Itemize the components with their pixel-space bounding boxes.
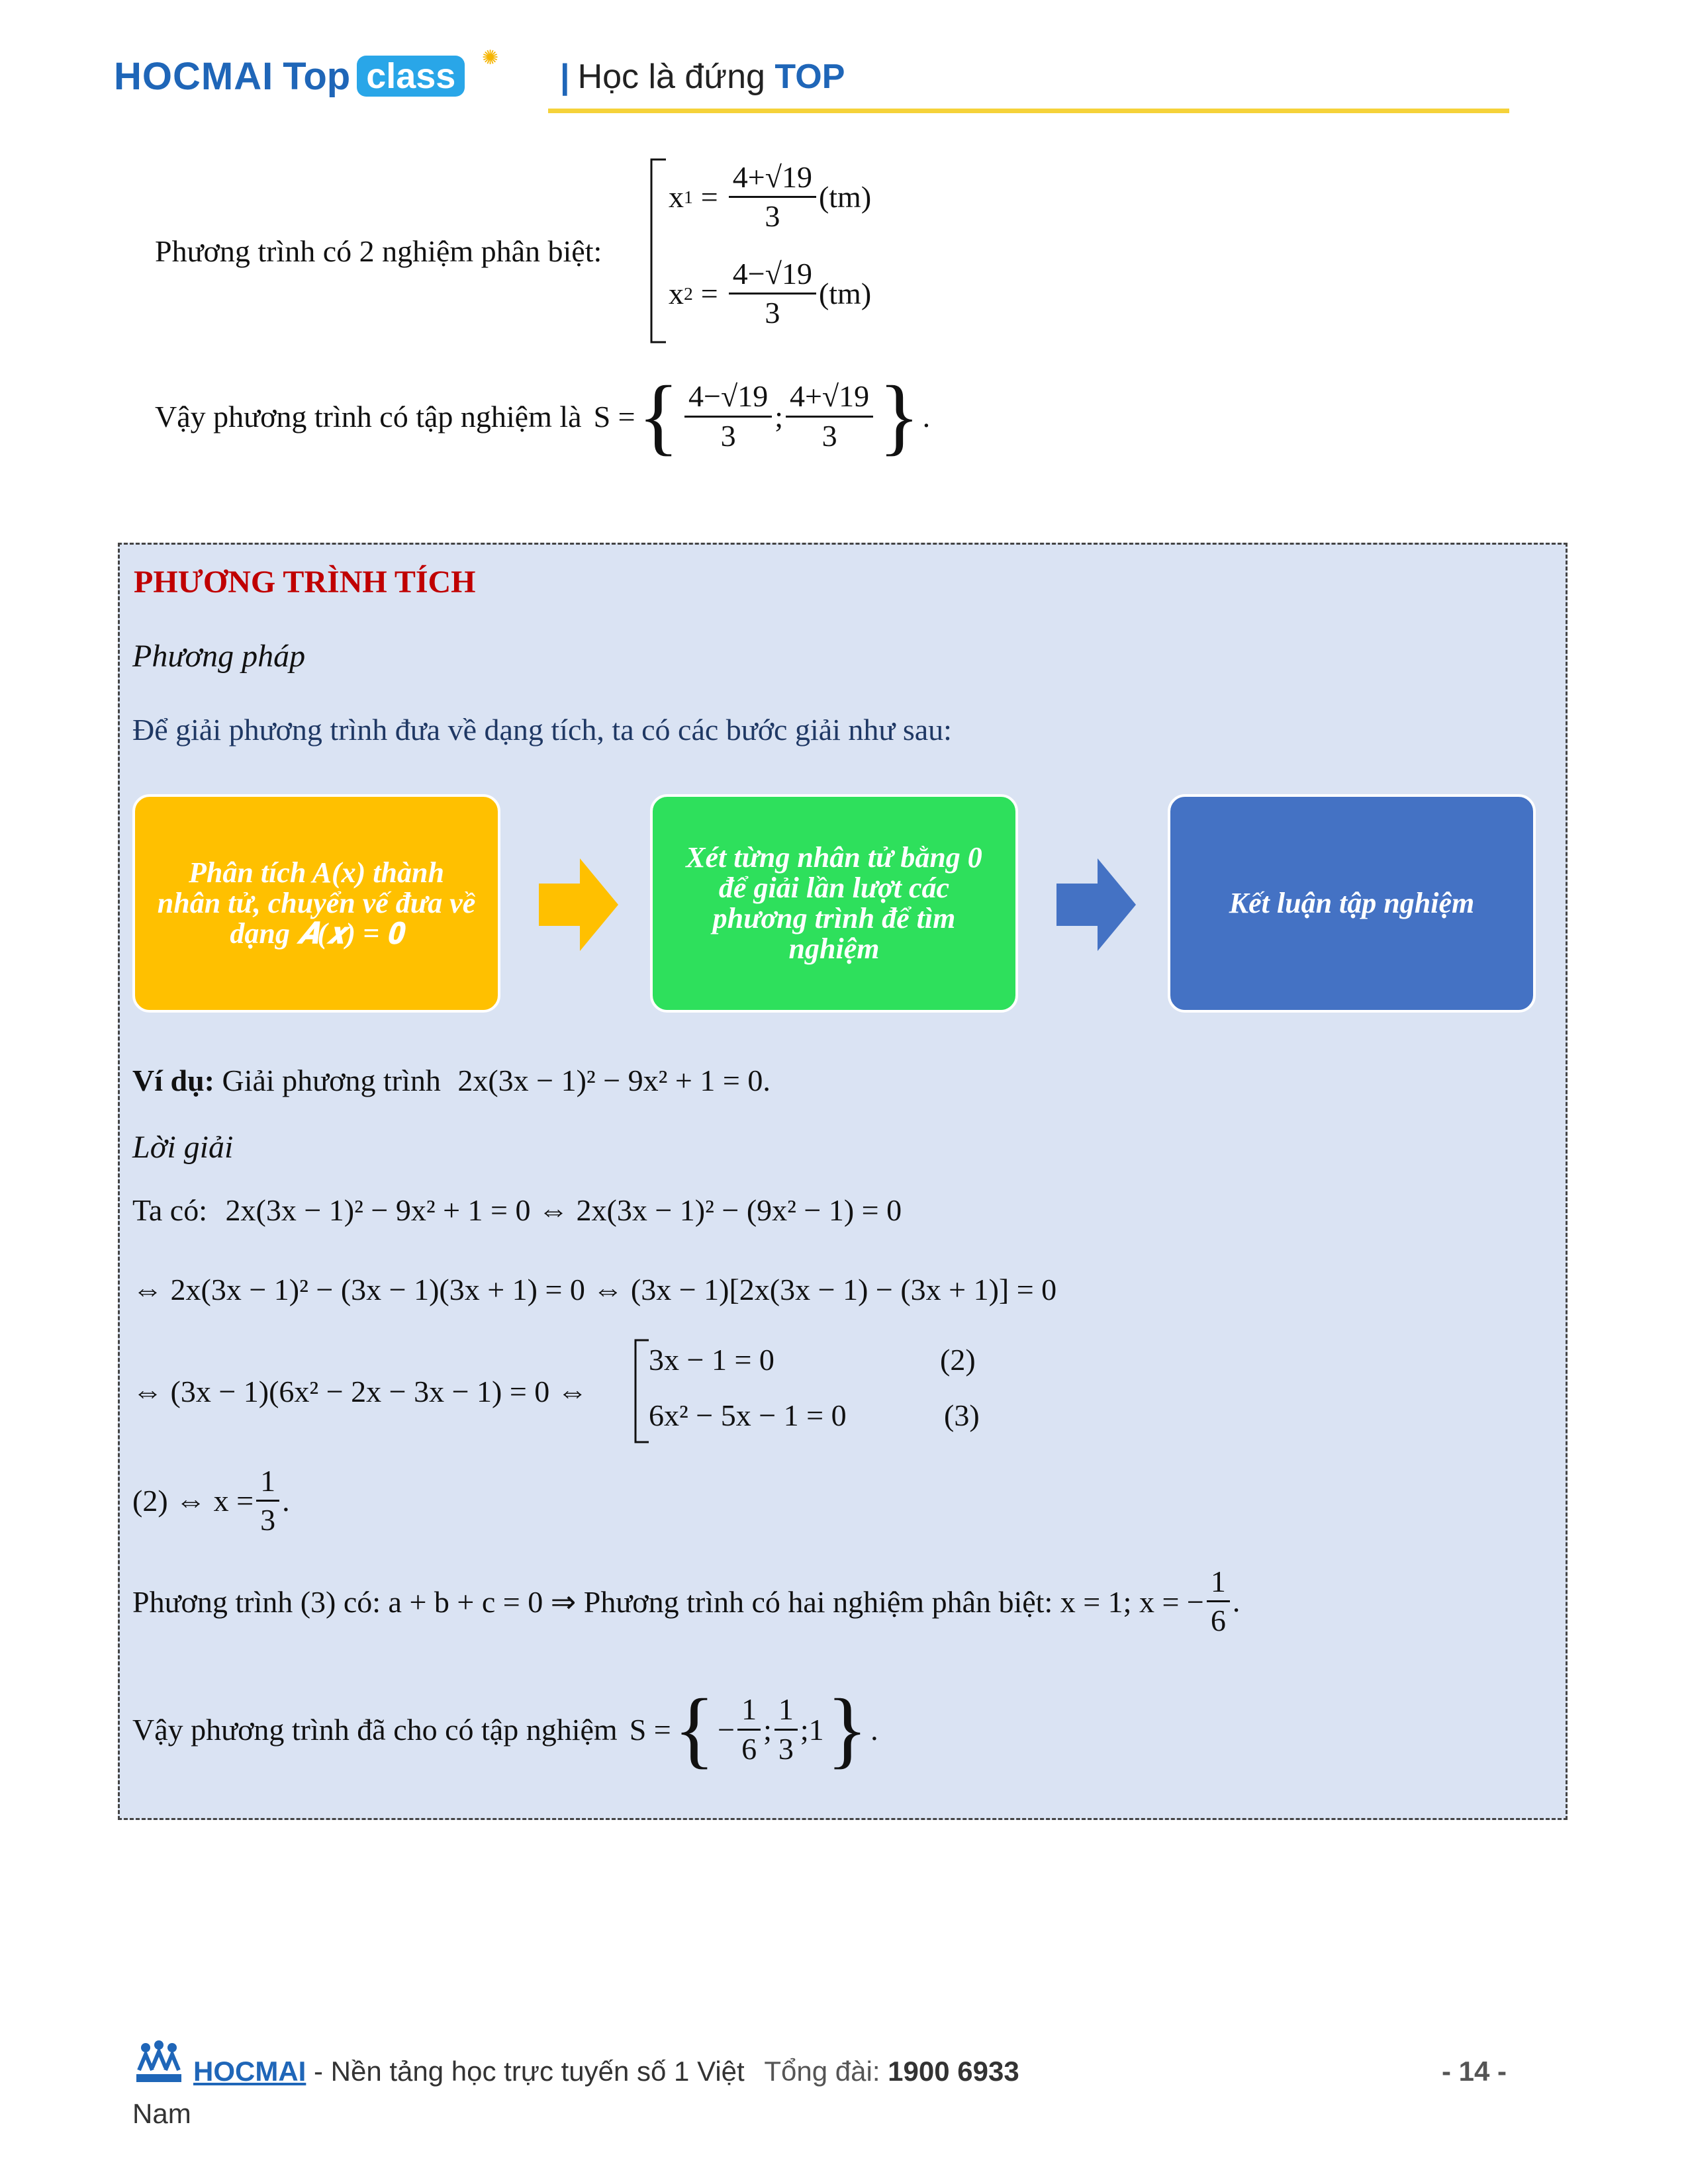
example-line: Ví dụ: Giải phương trình 2x(3x − 1)² − 9x² + 1 = 0. [132,1064,771,1097]
method-intro: Để giải phương trình đưa về dạng tích, ta có các bước giải như sau: [132,713,952,747]
final-solution-set: Vậy phương trình đã cho có tập nghiệm S = { − $\frac{1}{6}$ ; $\frac{1}{3}$ ; 1 } . [132,1682,878,1777]
root-1: x 1 = $\frac{4+√19}{3}$ (tm) [669,160,872,234]
footer-text-cont: Nam [132,2098,191,2129]
step-2-box: Xét từng nhân tử bằng 0 để giải lần lượt các phương trình để tìm nghiệm [650,794,1018,1013]
section-title: PHƯƠNG TRÌNH TÍCH [134,565,476,600]
solution-heading: Lời giải [132,1130,234,1165]
root-2: x 2 = $\frac{4-√19}{3}$ (tm) [669,257,872,330]
set-fraction-b: $\frac{4+√19}{3}$ [786,381,873,452]
step-1-box: Phân tích A(x) thành nhân tử, chuyển vế đưa về dạng 𝑨(𝒙) = 𝟎 [132,794,500,1013]
root-2-fraction: $\frac{4-√19}{3}$ [729,258,816,330]
step-3-box: Kết luận tập nghiệm [1168,794,1536,1013]
arrow-right-icon [1056,858,1136,951]
header-tagline: | Học là đứng TOP [560,58,845,96]
solution-line-2: ⇔ 2x(3x − 1)² − (3x − 1)(3x + 1) = 0 ⇔ (3x − 1)[2x(3x − 1) − (3x + 1)] = 0 [132,1273,1057,1306]
arrow-right-icon [539,858,618,951]
set-fraction-2: $\frac{1}{3}$ [774,1694,798,1765]
set-fraction-1: $\frac{1}{6}$ [737,1694,761,1765]
solution-line-4: (2) ⇔ x = $\frac{1}{3}$ . [132,1464,290,1537]
solution-line-3: ⇔ (3x − 1)(6x² − 2x − 3x − 1) = 0 ⇔ [132,1375,588,1408]
solution-line-5: Phương trình (3) có: a + b + c = 0 ⇒ Phương trình có hai nghiệm phân biệt: x = 1; x = − $\frac{1}{6}$ . [132,1565,1241,1638]
case-tag-2: (3) [944,1398,980,1432]
footer-text: HOCMAI - Nền tảng học trực tuyến số 1 Việt Tổng đài: 1900 6933 [193,2056,1019,2087]
set-fraction-a: $\frac{4-√19}{3}$ [684,381,772,452]
hotline-number: 1900 6933 [888,2056,1019,2087]
case-eq-2: 6x² − 5x − 1 = 0 [649,1398,847,1432]
method-heading: Phương pháp [132,639,306,674]
case-eq-1: 3x − 1 = 0 [649,1343,774,1377]
tagline-text: Học là đứng [577,58,775,96]
page-number: - 14 - [1442,2056,1507,2087]
brand-top: Top [283,55,351,98]
brand-name: HOCMAI [114,55,274,98]
brand-class-badge: class [357,56,465,97]
roots-label: Phương trình có 2 nghiệm phân biệt: [155,234,602,268]
tagline-highlight: TOP [774,58,845,96]
brand-logo [114,54,465,107]
case-tag-1: (2) [940,1343,976,1377]
hocmai-logo-icon [132,2040,185,2086]
fraction-one-third: $\frac{1}{3}$ [256,1465,279,1537]
header-divider [548,109,1509,113]
footer-brand-link[interactable]: HOCMAI [193,2056,306,2087]
solution-line-1: Ta có: 2x(3x − 1)² − 9x² + 1 = 0 ⇔ 2x(3x − 1)² − (9x² − 1) = 0 [132,1193,902,1227]
fraction-one-sixth: $\frac{1}{6}$ [1207,1566,1230,1637]
example-label: Ví dụ: [132,1064,214,1097]
root-1-fraction: $\frac{4+√19}{3}$ [729,161,816,233]
gear-icon: ✺ [482,47,499,69]
solution-set-line: Vậy phương trình có tập nghiệm là S = { $\frac{4-√19}{3}$ ; $\frac{4+√19}{3}$ } . [155,369,931,464]
